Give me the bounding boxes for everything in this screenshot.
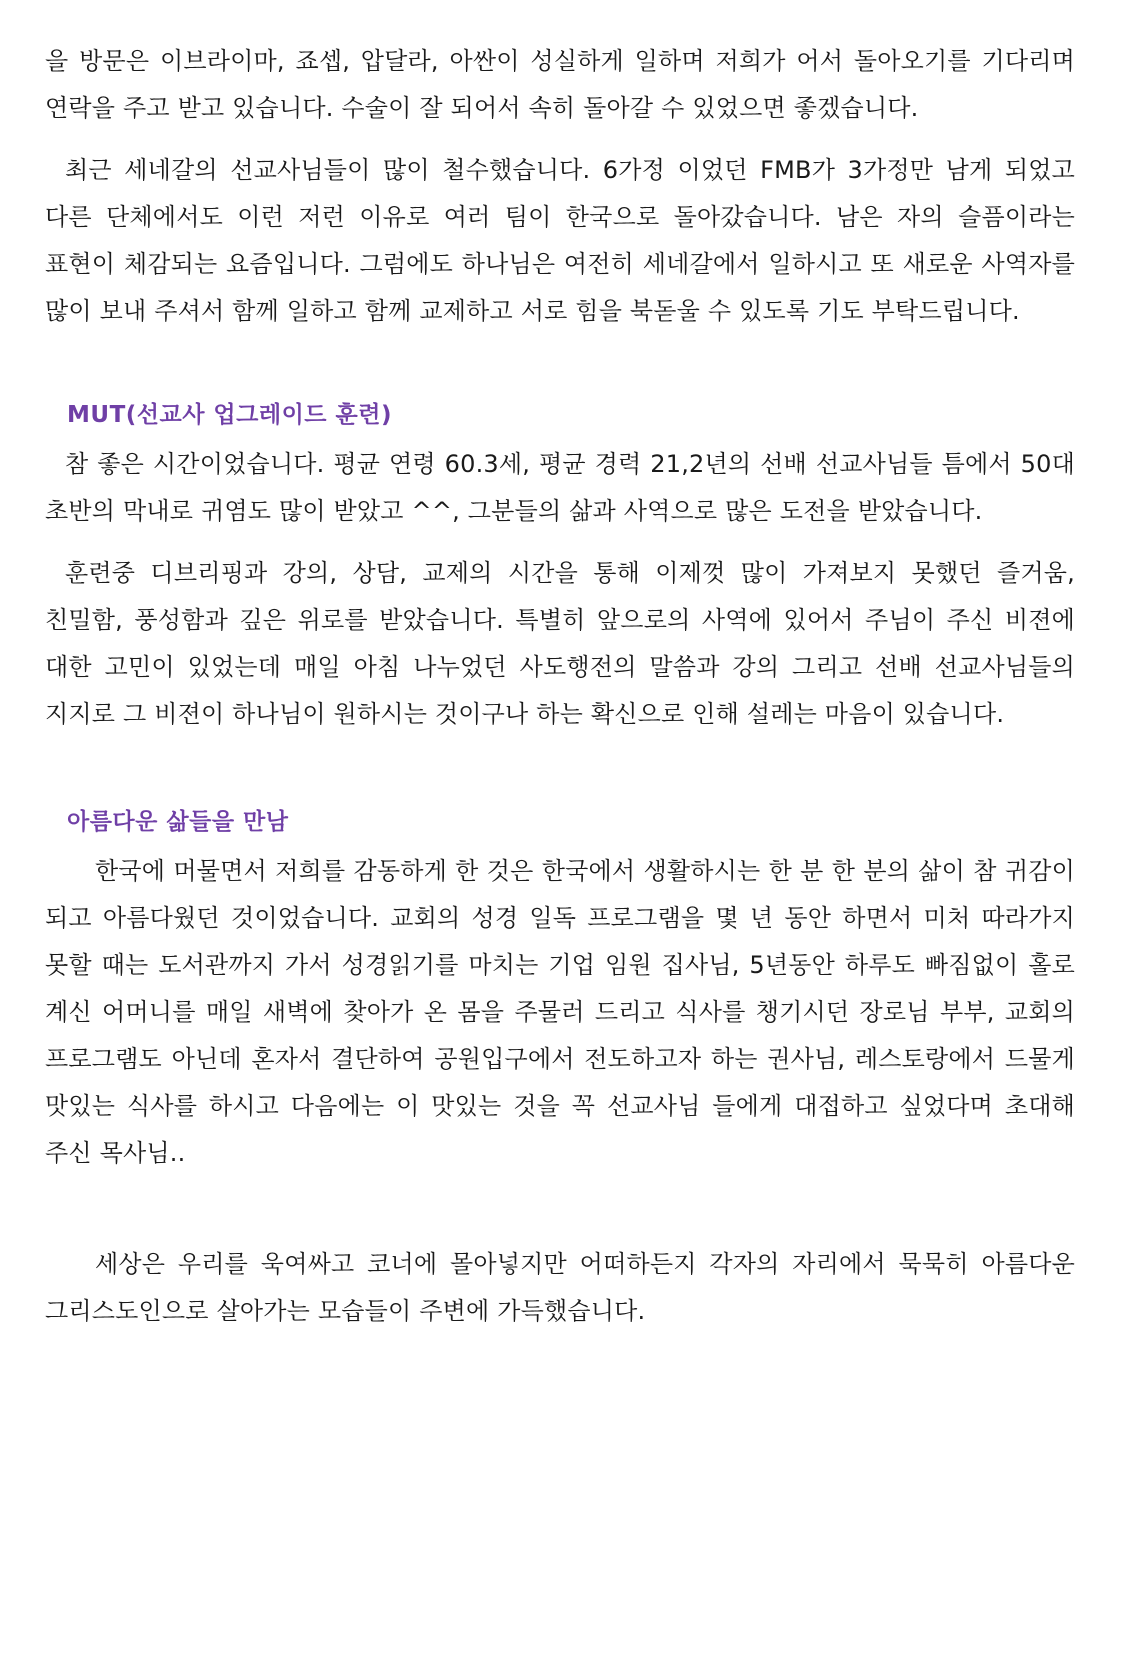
letter-page <box>45 38 1075 1335</box>
spacer <box>45 535 1075 550</box>
section-heading-mut: MUT(선교사 업그레이드 훈련) <box>67 402 392 428</box>
paragraph-mut-time: 참 좋은 시간이었습니다. 평균 연령 60.3세, 평균 경력 21,2년의 선배 선교사님들 틈에서 50대 초반의 막내로 귀염도 많이 받았고 ^^, 그분들의 삶과 사역으로 많은 도전을 받았습니다. <box>45 450 1075 525</box>
paragraph-senegal-missionaries: 최근 세네갈의 선교사님들이 많이 철수했습니다. 6가정 이었던 FMB가 3가정만 남게 되었고 다른 단체에서도 이런 저런 이유로 여러 팀이 한국으로 돌아갔습니다. 남은 자의 슬픔이라는 표현이 체감되는 요즘입니다. 그럼에도 하나님은 여전히 세네갈에서 일하시고 또 새로운 사역자를 많이 보내 주셔서 함께 일하고 함께 교제하고 서로 힘을 북돋울 수 있도록 기도 부탁드립니다. <box>45 156 1075 325</box>
spacer <box>45 738 1075 802</box>
spacer <box>45 335 1075 395</box>
spacer <box>45 132 1075 147</box>
paragraph-mut-training: 훈련중 디브리핑과 강의, 상담, 교제의 시간을 통해 이제껏 많이 가져보지 못했던 즐거움, 친밀함, 풍성함과 깊은 위로를 받았습니다. 특별히 앞으로의 사역에 있어서 주님이 주신 비젼에 대한 고민이 있었는데 매일 아침 나누었던 사도행전의 말씀과 강의 그리고 선배 선교사님들의 지지로 그 비젼이 하나님이 원하시는 것이구나 하는 확신으로 인해 설레는 마음이 있습니다. <box>45 559 1075 728</box>
paragraph-world-corners: 세상은 우리를 욱여싸고 코너에 몰아넣지만 어떠하든지 각자의 자리에서 묵묵히 아름다운 그리스도인으로 살아가는 모습들이 주변에 가득했습니다. <box>45 1250 1075 1325</box>
paragraph-clinic-visit: 을 방문은 이브라이마, 죠셉, 압달라, 아싼이 성실하게 일하며 저희가 어서 돌아오기를 기다리며 연락을 주고 받고 있습니다. 수술이 잘 되어서 속히 돌아갈 수 있었으면 좋겠습니다. <box>45 47 1075 122</box>
spacer <box>45 1177 1075 1241</box>
section-heading-beautiful-lives: 아름다운 삶들을 만남 <box>67 809 289 835</box>
paragraph-korea-lives: 한국에 머물면서 저희를 감동하게 한 것은 한국에서 생활하시는 한 분 한 분의 삶이 참 귀감이 되고 아름다웠던 것이었습니다. 교회의 성경 일독 프로그램을 몇 년 동안 하면서 미처 따라가지 못할 때는 도서관까지 가서 성경읽기를 마치는 기업 임원 집사님, 5년동안 하루도 빠짐없이 홀로 계신 어머니를 매일 새벽에 찾아가 온 몸을 주물러 드리고 식사를 챙기시던 장로님 부부, 교회의 프로그램도 아닌데 혼자서 결단하여 공원입구에서 전도하고자 하는 권사님, 레스토랑에서 드물게 맛있는 식사를 하시고 다음에는 이 맛있는 것을 꼭 선교사님 들에게 대접하고 싶었다며 초대해 주신 목사님.. <box>45 857 1075 1167</box>
